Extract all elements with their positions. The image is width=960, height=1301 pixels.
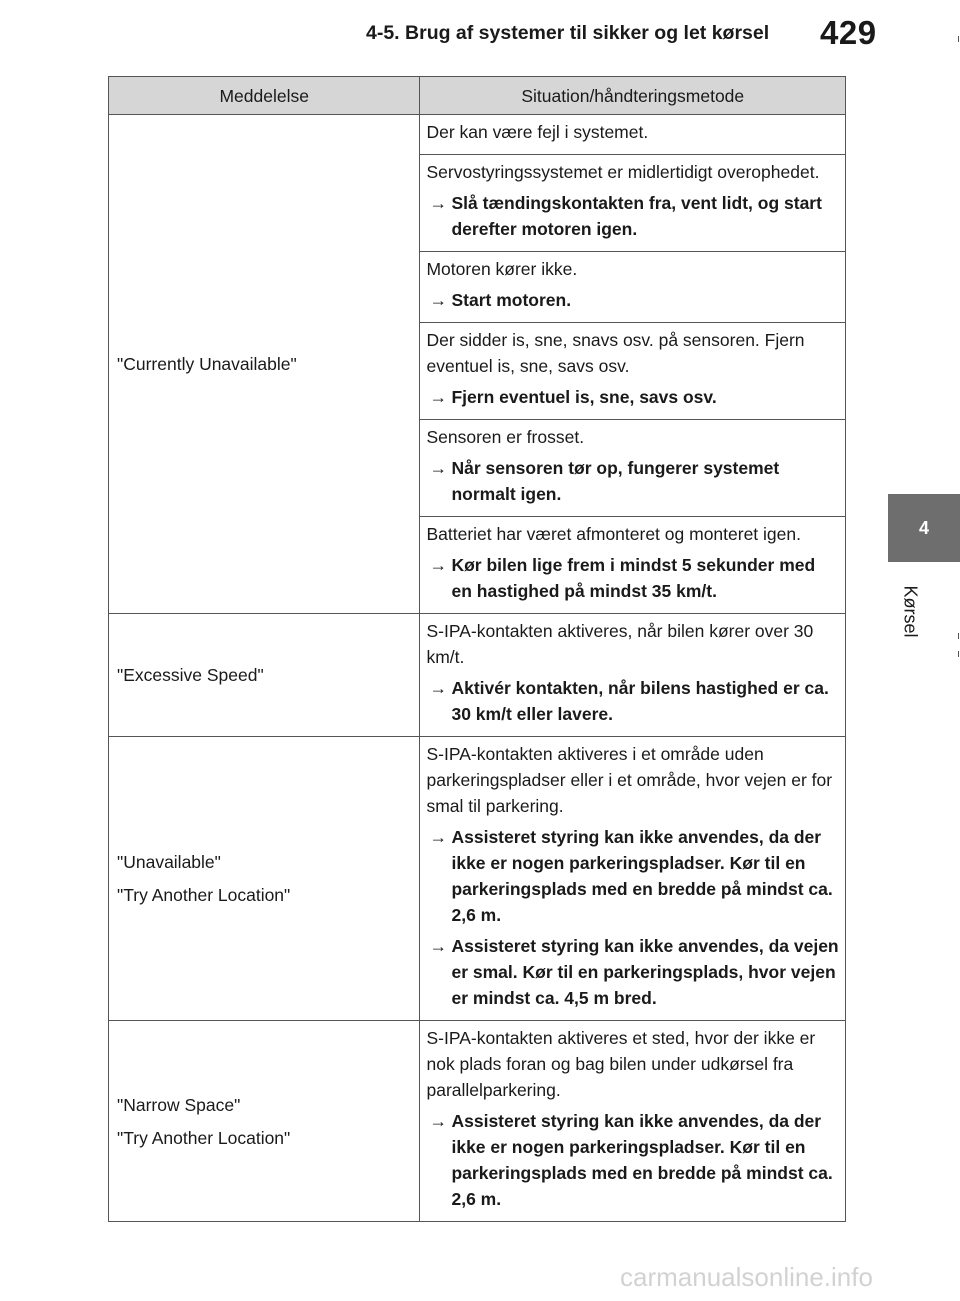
situation-cell (420, 737, 846, 1021)
crop-mark (958, 651, 959, 657)
message-cell (109, 614, 420, 737)
situation-cell (420, 323, 846, 420)
arrow-right-icon: → (429, 387, 447, 407)
arrow-right-icon: → (429, 290, 447, 310)
action-step (426, 933, 839, 1011)
message-text: "Excessive Speed" (117, 665, 264, 685)
situation-cell (420, 614, 846, 737)
message-text: "Narrow Space" (117, 1094, 241, 1115)
action-text: Assisteret styring kan ikke anvendes, da der ikke er nogen parkeringspladser. Kør til en parkeringsplads med en bredde på mindst ca. 2,6 m. (451, 827, 833, 925)
chapter-label (890, 574, 930, 648)
message-text: "Try Another Location" (117, 885, 291, 905)
action-step (426, 384, 839, 410)
action-text: Aktivér kontakten, når bilens hastighed er ca. 30 km/t eller lavere. (451, 678, 829, 724)
table-row (109, 115, 846, 155)
table-row (109, 614, 846, 737)
message-text: "Currently Unavailable" (117, 354, 297, 374)
action-step (426, 1108, 839, 1212)
action-text: Kør bilen lige frem i mindst 5 sekunder med en hastighed på mindst 35 km/t. (451, 555, 816, 601)
action-step (426, 675, 839, 727)
condition-text: Sensoren er frosset. (426, 427, 585, 447)
message-cell (109, 737, 420, 1021)
arrow-right-icon: → (429, 1111, 447, 1131)
crop-mark (958, 36, 959, 42)
action-step (426, 455, 839, 507)
condition-text: Servostyringssystemet er midlertidigt overophedet. (426, 162, 820, 182)
arrow-right-icon: → (429, 827, 447, 847)
arrow-right-icon: → (429, 193, 447, 213)
chapter-number-tab: 4 (888, 494, 960, 562)
condition-text: Der sidder is, sne, snavs osv. på sensoren. Fjern eventuel is, sne, savs osv. (426, 330, 805, 376)
condition-text: S-IPA-kontakten aktiveres i et område uden parkeringspladser eller i et område, hvor vejen er for smal til parkering. (426, 744, 833, 816)
situation-cell (420, 517, 846, 614)
condition-text: Der kan være fejl i systemet. (426, 122, 649, 142)
situation-cell (420, 115, 846, 155)
arrow-right-icon: → (429, 458, 447, 478)
table-row (109, 1021, 846, 1222)
message-text: "Try Another Location" (117, 1127, 291, 1148)
condition-text: Motoren kører ikke. (426, 259, 578, 279)
arrow-right-icon: → (429, 678, 447, 698)
watermark: carmanualsonline.info (620, 1262, 873, 1292)
crop-mark (958, 633, 959, 639)
table-header-row (109, 77, 846, 115)
message-cell (109, 115, 420, 614)
arrow-right-icon: → (429, 555, 447, 575)
condition-text: S-IPA-kontakten aktiveres et sted, hvor der ikke er nok plads foran og bag bilen under udkørsel fra parallelparkering. (426, 1028, 816, 1100)
condition-text: Batteriet har været afmonteret og monteret igen. (426, 524, 801, 544)
message-text: "Unavailable" (117, 852, 221, 872)
situation-cell (420, 252, 846, 323)
message-table (108, 76, 846, 1222)
action-step (426, 190, 839, 242)
action-text: Start motoren. (451, 290, 572, 310)
arrow-right-icon: → (429, 936, 447, 956)
action-step (426, 824, 839, 928)
situation-cell (420, 155, 846, 252)
col-header-message: Meddelelse (109, 77, 420, 115)
situation-cell (420, 1021, 846, 1222)
action-text: Slå tændingskontakten fra, vent lidt, og start derefter motoren igen. (451, 193, 822, 239)
table-row (109, 737, 846, 1021)
action-text: Når sensoren tør op, fungerer systemet normalt igen. (451, 458, 780, 504)
condition-text: S-IPA-kontakten aktiveres, når bilen kører over 30 km/t. (426, 621, 814, 667)
action-text: Fjern eventuel is, sne, savs osv. (451, 387, 717, 407)
col-header-situation: Situation/håndteringsmetode (420, 77, 846, 115)
action-step (426, 552, 839, 604)
section-title: 4-5. Brug af systemer til sikker og let kørsel (366, 22, 770, 44)
page-number: 429 (820, 14, 877, 51)
message-cell (109, 1021, 420, 1222)
situation-cell (420, 420, 846, 517)
action-step (426, 287, 839, 313)
action-text: Assisteret styring kan ikke anvendes, da der ikke er nogen parkeringspladser. Kør til en parkeringsplads med en bredde på mindst ca. 2,6 m. (451, 1111, 833, 1209)
chapter-label-text: Kørsel (900, 584, 921, 638)
action-text: Assisteret styring kan ikke anvendes, da vejen er smal. Kør til en parkeringsplads, hvor vejen er mindst ca. 4,5 m bred. (451, 936, 839, 1008)
